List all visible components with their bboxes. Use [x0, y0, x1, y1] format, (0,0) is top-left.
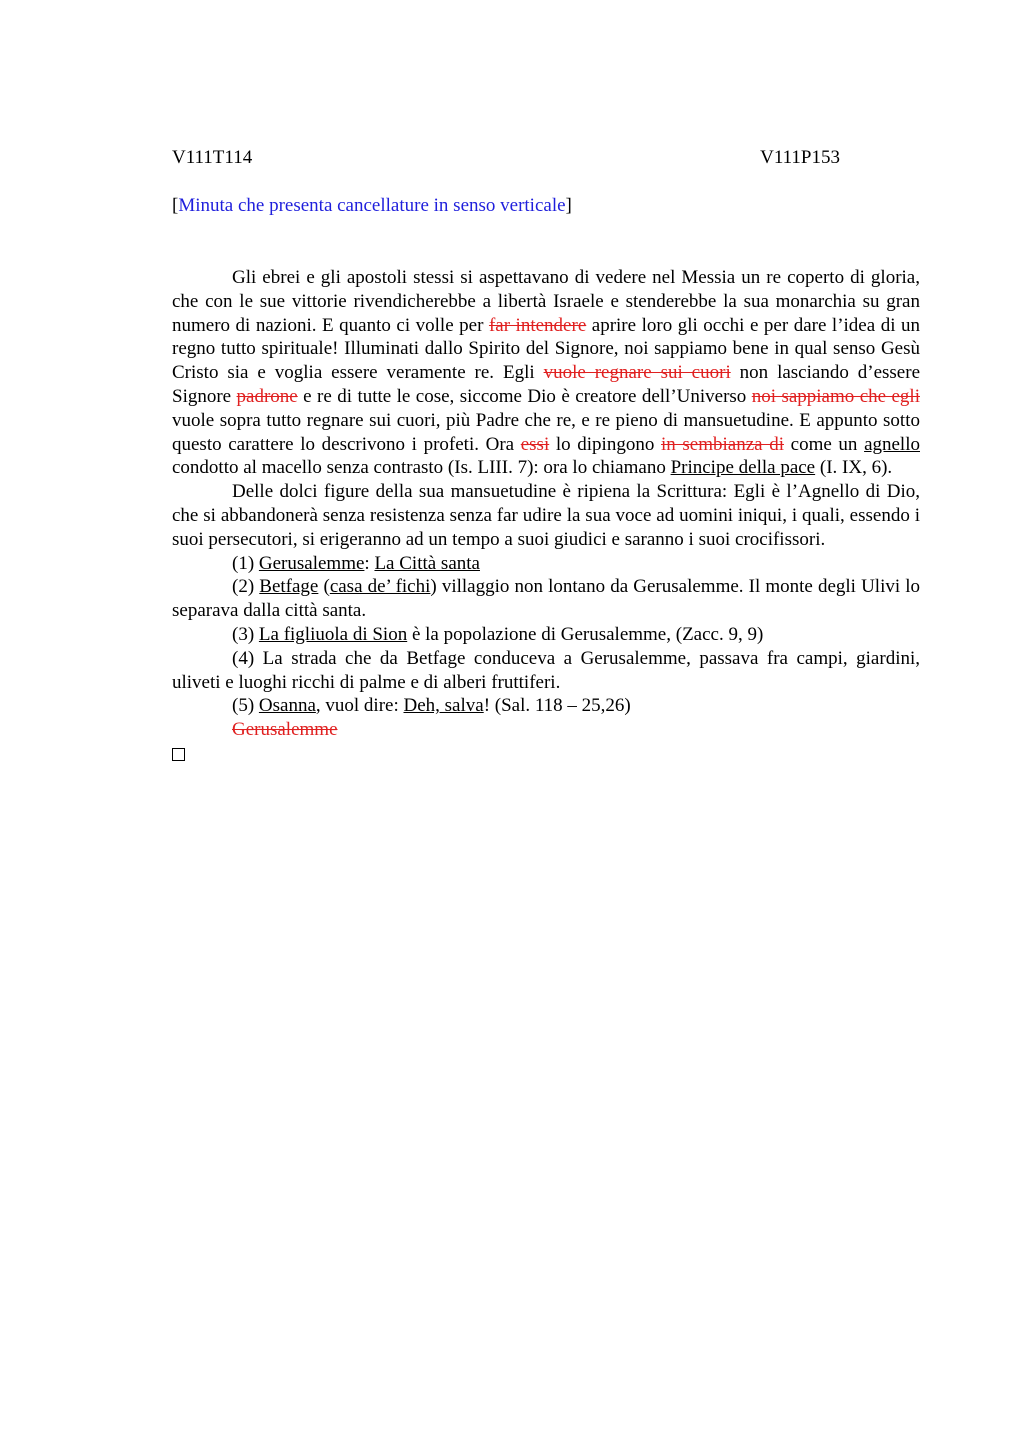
end-of-document-checkbox-icon	[172, 742, 920, 768]
deleted-text: padrone	[236, 385, 298, 407]
text-run: come un	[784, 433, 865, 455]
body-text	[172, 266, 920, 768]
underlined-text: casa de’ fichi	[329, 576, 431, 598]
footnote-number: (5)	[232, 695, 259, 717]
note-open-bracket: [	[172, 195, 179, 216]
underlined-text: Betfage	[259, 576, 319, 598]
footnote-number: (4)	[232, 647, 263, 669]
text-run: vuole sopra tutto regnare sui cuori, più Padre che re, e re pieno di mansuetudine. E appunto sotto questo carattere lo descrivono i profeti. Ora	[172, 409, 920, 455]
text-run: ! (Sal. 118 – 25,26)	[483, 695, 631, 717]
text-run: lo dipingono	[549, 433, 661, 455]
text-run: ) villaggio non lontano da Gerusalemme. Il monte degli Ulivi lo separava dalla città santa.	[172, 576, 921, 622]
deleted-text: Gerusalemme	[232, 719, 338, 741]
text-run: , vuol dire:	[315, 695, 404, 717]
text-run: (	[318, 576, 330, 598]
text-run: aprire loro gli occhi e per dare l’idea di un regno tutto spirituale! Illuminati dallo Spirito del Signore, noi sappiamo bene in qual senso Gesù Cristo sia e voglia essere veramente re. Egli	[172, 314, 920, 384]
left-code: V111T114	[172, 147, 253, 168]
underlined-text: Principe della pace	[670, 457, 816, 479]
deleted-text: far intendere	[488, 314, 587, 336]
text-run: :	[364, 552, 375, 574]
underlined-text: Deh, salva	[403, 695, 484, 717]
document-header	[172, 146, 840, 170]
underlined-text: La figliuola di Sion	[258, 623, 408, 645]
footnote-number: (1)	[232, 552, 259, 574]
footnote-4	[172, 647, 920, 695]
footnote-5	[172, 694, 920, 718]
footnote-number: (3)	[232, 623, 259, 645]
deleted-text: in sembianza di	[660, 433, 784, 455]
paragraph-2: Delle dolci figure della sua mansuetudine è ripiena la Scrittura: Egli è l’Agnello di Dio, che si abbandonerà senza resistenza senza far udire la sua voce ad uomini iniqui, i quali, essendo i suoi persecutori, si erigeranno ad un tempo a suoi giudici e saranno i suoi crocifissori.	[172, 481, 920, 550]
underlined-text: La Città santa	[374, 552, 480, 574]
text-run: Gli ebrei e gli apostoli stessi si aspettavano di vedere nel Messia un re coperto di gloria, che con le sue vittorie rivendicherebbe a libertà Israele e stenderebbe la sua monarchia su gran numero di nazioni. E quanto ci volle per	[172, 267, 920, 336]
text-run: La strada che da Betfage conduceva a Gerusalemme, passava fra campi, giardini, uliveti e luoghi ricchi di palme e di alberi fruttiferi.	[172, 647, 921, 693]
deleted-footnote-line	[172, 718, 920, 742]
note-text: Minuta che presenta cancellature in senso verticale	[178, 195, 566, 216]
deleted-text: noi sappiamo che egli	[751, 385, 920, 407]
text-run: (I. IX, 6).	[815, 457, 893, 479]
deleted-text: essi	[520, 433, 550, 455]
text-run: non lasciando d’essere Signore	[172, 362, 920, 407]
paragraph-1	[172, 266, 920, 480]
footnote-2	[172, 575, 920, 623]
text-run: e re di tutte le cose, siccome Dio è creatore dell’Universo	[297, 385, 752, 407]
text-run: è la popolazione di Gerusalemme, (Zacc. 9, 9)	[407, 623, 764, 645]
document-page	[172, 146, 920, 768]
footnote-3	[172, 623, 920, 647]
underlined-text: Osanna	[258, 695, 316, 717]
editorial-note	[172, 194, 920, 218]
text-run: condotto al macello senza contrasto (Is. LIII. 7): ora lo chiamano	[172, 457, 671, 479]
right-code: V111P153	[760, 147, 840, 168]
underlined-text: Gerusalemme	[258, 552, 365, 574]
footnote-number: (2)	[232, 576, 260, 598]
deleted-text: vuole regnare sui cuori	[543, 362, 731, 384]
footnote-1	[172, 552, 920, 576]
note-close-bracket: ]	[565, 195, 572, 216]
underlined-text: agnello	[864, 433, 920, 455]
